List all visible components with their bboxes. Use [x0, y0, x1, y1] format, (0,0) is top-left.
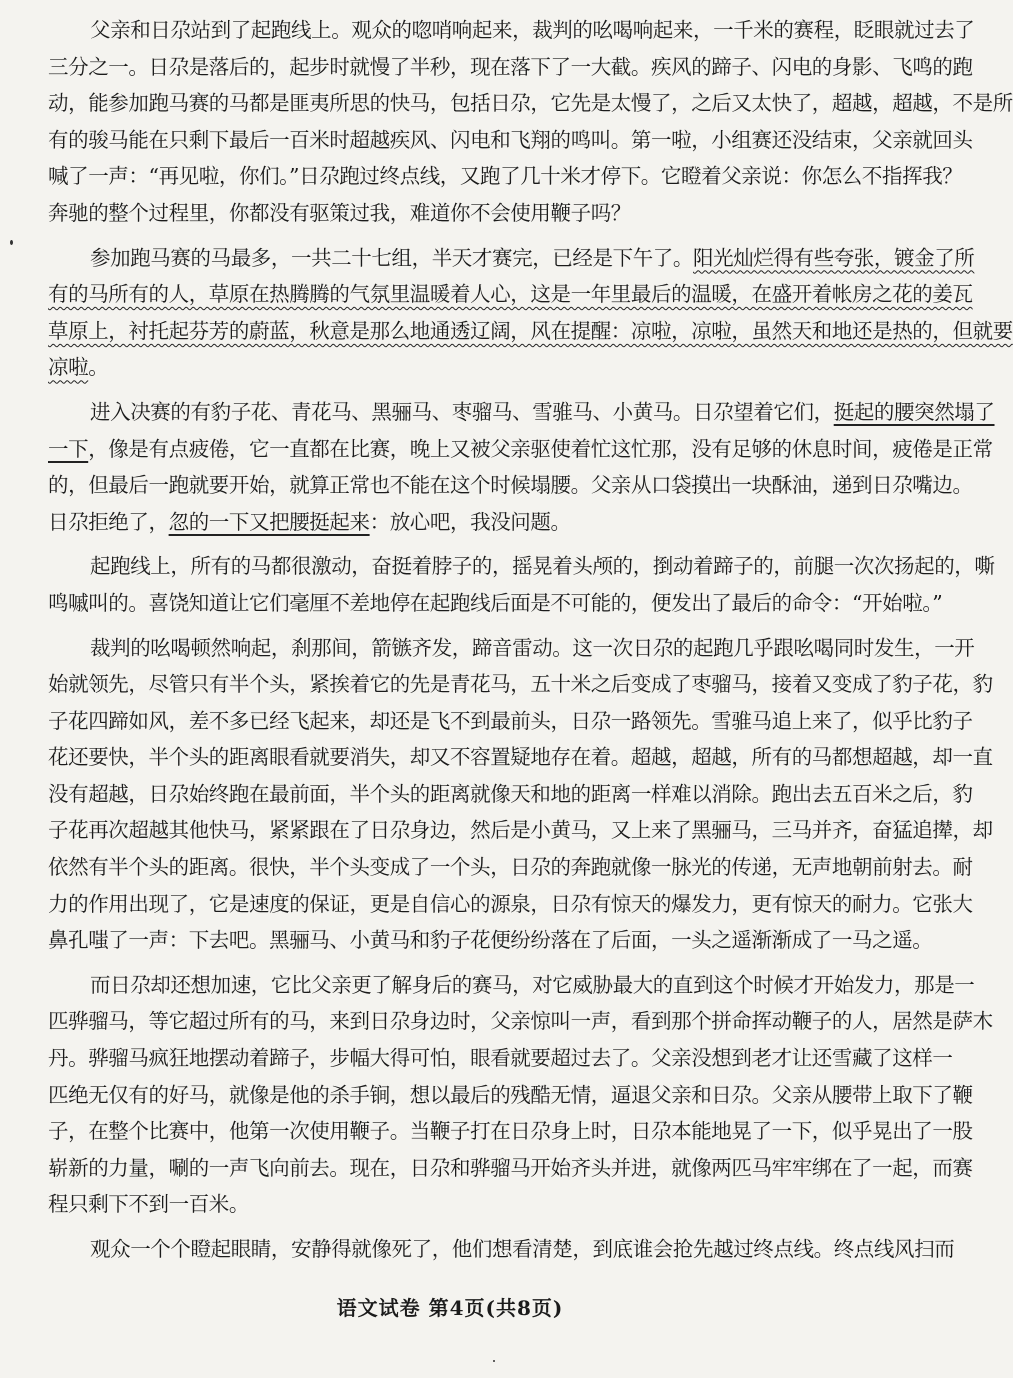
paragraph	[48, 1231, 955, 1268]
text-segment: 子花四蹄如风，差不多已经飞起来，却还是飞不到最前头，日尕一路领先。雪骓马追上来了，似乎比豹子	[48, 708, 973, 733]
text-segment: 的，但最后一跑就要开始，就算正常也不能在这个时候塌腰。父亲从口袋摸出一块酥油，递到日尕嘴边。	[48, 473, 973, 498]
text-segment: 日尕拒绝了，	[48, 509, 169, 534]
paragraph	[48, 12, 1013, 232]
text-line	[48, 967, 975, 1004]
text-line	[48, 703, 973, 740]
text-segment: 力的作用出现了，它是速度的保证，更是自信心的源泉，日尕有惊天的爆发力，更有惊天的耐力。它张大	[48, 891, 973, 916]
text-line	[48, 666, 993, 703]
text-segment: 喊了一声：“再见啦，你们。”日尕跑过终点线，又跑了几十米才停下。它瞪着父亲说：你怎么不指挥我？	[48, 164, 963, 189]
text-line	[48, 1231, 955, 1268]
text-segment: 三分之一。日尕是落后的，起步时就慢了半秒，现在落下了一大截。疾风的蹄子、闪电的身影、飞鸣的跑	[48, 54, 973, 79]
text-segment: 子，在整个比赛中，他第一次使用鞭子。当鞭子打在日尕身上时，日尕本能地晃了一下，似乎晃出了一股	[48, 1119, 973, 1144]
text-line	[48, 1186, 854, 1223]
text-line	[48, 1150, 973, 1187]
wavy-underlined-text: 凉啦	[48, 355, 89, 380]
text-segment: 起跑线上，所有的马都很激动，奋挺着脖子的，摇晃着头颅的，捯动着蹄子的，前腿一次次扬起的，嘶	[90, 554, 995, 579]
text-line	[48, 1003, 993, 1040]
text-segment: 鸣嘁叫的。喜饶知道让它们毫厘不差地停在起跑线后面是不可能的，便发出了最后的命令：“开始啦。”	[48, 590, 943, 615]
text-segment: 子花再次超越其他快马，紧紧跟在了日尕身边，然后是小黄马，又上来了黑骊马，三马并齐，奋猛追撵，却	[48, 818, 993, 843]
text-line	[48, 158, 963, 195]
underlined-text: 一下	[48, 436, 89, 461]
text-line	[48, 812, 993, 849]
text-line	[48, 349, 854, 386]
text-line	[48, 431, 993, 468]
text-line	[48, 276, 973, 313]
text-line	[48, 1040, 953, 1077]
page-footer: 语文试卷 第4页(共8页)	[336, 1296, 564, 1320]
text-line	[48, 49, 973, 86]
text-line	[48, 122, 973, 159]
text-segment: 有的骏马能在只剩下最后一百米时超越疾风、闪电和飞翔的鸣叫。第一啦，小组赛还没结束，父亲就回头	[48, 127, 973, 152]
text-segment: 匹骅骝马，等它超过所有的马，来到日尕身边时，父亲惊叫一声，看到那个拼命挥动鞭子的人，居然是萨木	[48, 1009, 993, 1034]
text-line	[48, 85, 1013, 122]
text-line	[48, 240, 975, 277]
scan-speck	[493, 1360, 495, 1362]
text-segment: 丹。骅骝马疯狂地摆动着蹄子，步幅大得可怕，眼看就要超过去了。父亲没想到老才让还雪藏了这样一	[48, 1046, 953, 1071]
paragraph	[48, 630, 993, 959]
wavy-underlined-text: 有的马所有的人，草原在热腾腾的气氛里温暖着人心，这是一年里最后的温暖，在盛开着帐房之花的姜瓦	[48, 282, 973, 307]
text-line	[48, 504, 854, 541]
text-segment: 鼻孔嗤了一声：下去吧。黑骊马、小黄马和豹子花便纷纷落在了后面，一头之遥渐渐成了一马之遥。	[48, 928, 933, 953]
text-segment: 参加跑马赛的马最多，一共二十七组，半天才赛完，已经是下午了。	[90, 245, 693, 270]
text-line	[48, 739, 993, 776]
text-segment: 进入决赛的有豹子花、青花马、黑骊马、枣骝马、雪骓马、小黄马。日尕望着它们，	[90, 399, 834, 424]
paragraph	[48, 548, 995, 621]
text-segment: 没有超越，日尕始终跑在最前面，半个头的距离就像天和地的距离一样难以消除。跑出去五百米之后，豹	[48, 781, 973, 806]
underlined-text: 挺起的腰突然塌了	[833, 399, 995, 424]
wavy-underlined-text: 草原上，衬托起芬芳的蔚蓝，秋意是那么地通透辽阔，风在提醒：凉啦，凉啦，虽然天和地还是热的，但就要	[48, 318, 1013, 343]
paragraph	[48, 967, 993, 1223]
underlined-text: 忽的一下又把腰挺起来	[168, 509, 370, 534]
paragraph	[48, 394, 995, 540]
text-line	[48, 849, 973, 886]
text-segment: 裁判的吆喝顿然响起，刹那间，箭镞齐发，蹄音雷动。这一次日尕的起跑几乎跟吆喝同时发生，一开	[90, 635, 975, 660]
text-segment: 父亲和日尕站到了起跑线上。观众的唿哨响起来，裁判的吆喝响起来，一千米的赛程，眨眼就过去了	[90, 18, 975, 42]
text-segment: 程只剩下不到一百米。	[48, 1192, 249, 1217]
text-line	[48, 886, 973, 923]
text-segment: 匹绝无仅有的好马，就像是他的杀手锏，想以最后的残酷无情，逼退父亲和日尕。父亲从腰带上取下了鞭	[48, 1082, 973, 1107]
text-line	[48, 776, 973, 813]
text-line	[48, 922, 933, 959]
text-line	[48, 313, 1013, 350]
text-segment: 崭新的力量，唰的一声飞向前去。现在，日尕和骅骝马开始齐头并进，就像两匹马牢牢绑在了一起，而赛	[48, 1155, 973, 1180]
text-line	[48, 394, 995, 431]
text-segment: 始就领先，尽管只有半个头，紧挨着它的先是青花马，五十米之后变成了枣骝马，接着又变成了豹子花，豹	[48, 672, 993, 697]
text-line	[48, 548, 995, 585]
text-segment: 花还要快，半个头的距离眼看就要消失，却又不容置疑地存在着。超越，超越，所有的马都想超越，却一直	[48, 745, 993, 770]
wavy-underlined-text: 阳光灿烂得有些夸张，镀金了所	[693, 245, 975, 270]
text-segment: 而日尕却还想加速，它比父亲更了解身后的赛马，对它威胁最大的直到这个时候才开始发力，那是一	[90, 972, 975, 997]
document-body	[48, 12, 1013, 1268]
paragraph	[48, 240, 1013, 386]
text-line	[48, 1077, 973, 1114]
text-line	[48, 467, 973, 504]
text-line	[48, 630, 975, 667]
text-line	[48, 1113, 973, 1150]
text-segment: 观众一个个瞪起眼睛，安静得就像死了，他们想看清楚，到底谁会抢先越过终点线。终点线风扫而	[90, 1237, 955, 1261]
text-segment: 。	[88, 355, 109, 380]
text-line	[48, 12, 975, 49]
text-segment: 奔驰的整个过程里，你都没有驱策过我，难道你不会使用鞭子吗？	[48, 200, 631, 225]
text-line	[48, 195, 854, 232]
text-segment: 依然有半个头的距离。很快，半个头变成了一个头，日尕的奔跑就像一脉光的传递，无声地朝前射去。耐	[48, 855, 973, 880]
text-line	[48, 585, 943, 622]
text-segment: 动，能参加跑马赛的马都是匪夷所思的快马，包括日尕，它先是太慢了，之后又太快了，超越，超越，不是所	[48, 91, 1013, 116]
text-segment: ，像是有点疲倦，它一直都在比赛，晚上又被父亲驱使着忙这忙那，没有足够的休息时间，疲倦是正常	[88, 436, 993, 461]
scan-speck	[10, 240, 13, 245]
text-segment: ：放心吧，我没问题。	[369, 509, 571, 534]
